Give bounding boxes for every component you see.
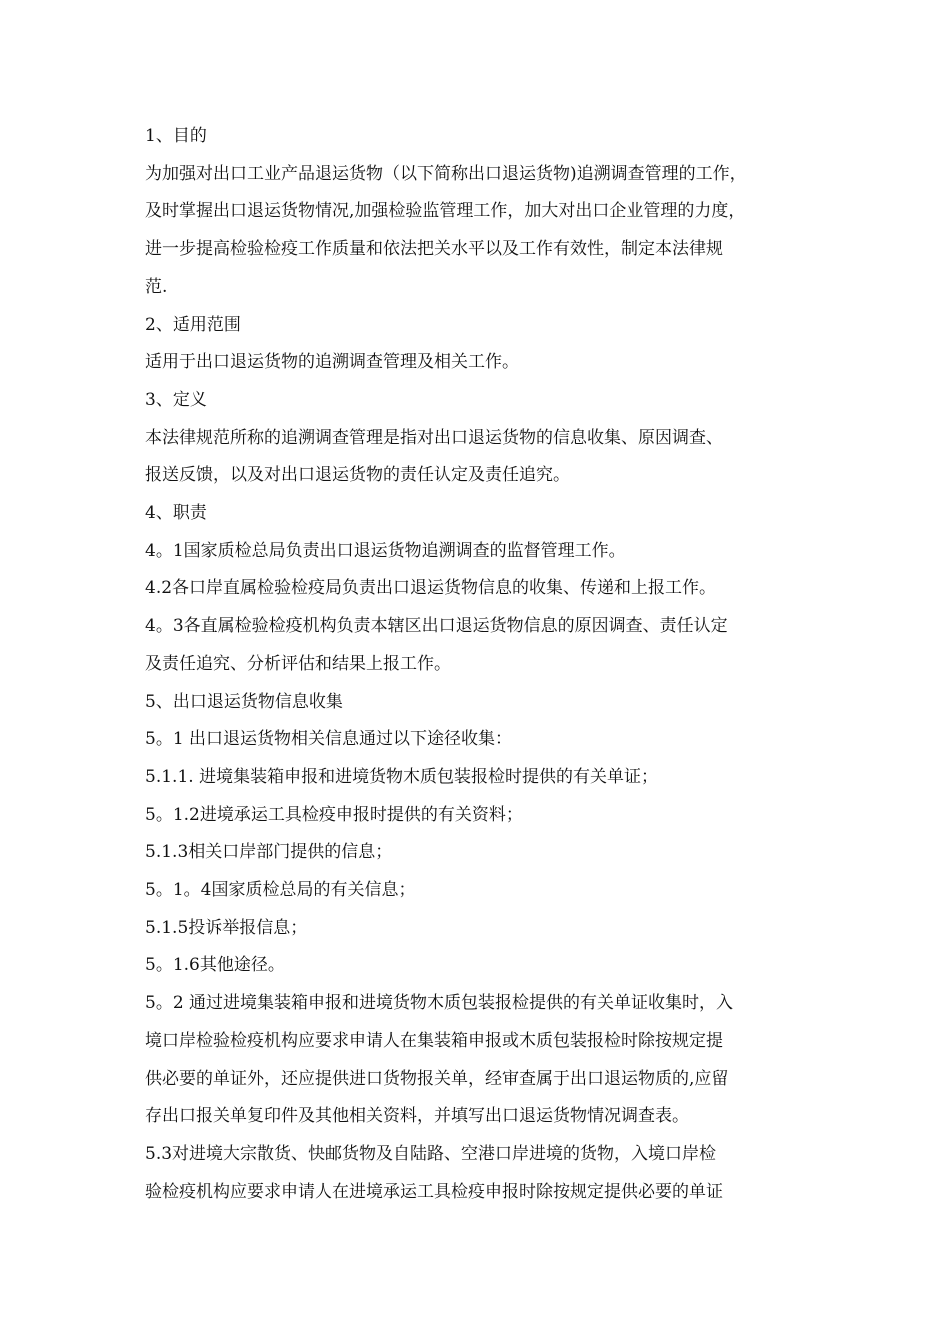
paragraph-line: 5.1.1. 进境集装箱申报和进境货物木质包装报检时提供的有关单证； [145, 766, 659, 787]
paragraph-line: 本法律规范所称的追溯调查管理是指对出口退运货物的信息收集、原因调查、 [145, 427, 723, 448]
document-body [145, 118, 815, 1211]
paragraph-line: 4。3各直属检验检疫机构负责本辖区出口退运货物信息的原因调查、责任认定 [145, 616, 728, 637]
section-heading: 2、适用范围 [145, 314, 241, 335]
paragraph-line: 4。1国家质检总局负责出口退运货物追溯调查的监督管理工作。 [145, 540, 626, 561]
paragraph-line: 5.1.5投诉举报信息； [145, 917, 308, 938]
paragraph-line: 5。1 出口退运货物相关信息通过以下途径收集： [145, 729, 513, 750]
paragraph-line: 验检疫机构应要求申请人在进境承运工具检疫申报时除按规定提供必要的单证 [145, 1181, 723, 1202]
paragraph-line: 5。1.2进境承运工具检疫申报时提供的有关资料； [145, 804, 523, 825]
paragraph-line: 存出口报关单复印件及其他相关资料，并填写出口退运货物情况调查表。 [145, 1106, 689, 1127]
section-heading: 3、定义 [145, 389, 207, 410]
section-heading: 4、职责 [145, 503, 207, 524]
paragraph-line: 5。1.6其他途径。 [145, 955, 285, 976]
paragraph-line: 5。1。4国家质检总局的有关信息； [145, 880, 416, 901]
section-heading: 1、目的 [145, 126, 207, 146]
paragraph-line: 供必要的单证外，还应提供进口货物报关单，经审查属于出口退运物质的,应留 [145, 1068, 729, 1089]
paragraph-line: 及责任追究、分析评估和结果上报工作。 [145, 653, 451, 674]
paragraph-line: 范. [145, 276, 168, 297]
paragraph-line: 5。2 通过进境集装箱申报和进境货物木质包装报检提供的有关单证收集时，入 [145, 993, 734, 1014]
section-heading: 5、出口退运货物信息收集 [145, 691, 343, 712]
paragraph-line: 5.3对进境大宗散货、快邮货物及自陆路、空港口岸进境的货物，入境口岸检 [145, 1143, 717, 1164]
paragraph-line: 适用于出口退运货物的追溯调查管理及相关工作。 [145, 352, 519, 373]
paragraph-line: 境口岸检验检疫机构应要求申请人在集装箱申报或木质包装报检时除按规定提 [145, 1030, 723, 1051]
paragraph-line: 4.2各口岸直属检验检疫局负责出口退运货物信息的收集、传递和上报工作。 [145, 578, 717, 599]
paragraph-line: 报送反馈，以及对出口退运货物的责任认定及责任追究。 [145, 465, 570, 486]
paragraph-line: 进一步提高检验检疫工作质量和依法把关水平以及工作有效性，制定本法律规 [145, 239, 723, 260]
paragraph-line: 为加强对出口工业产品退运货物（以下简称出口退运货物)追溯调查管理的工作， [145, 163, 747, 184]
paragraph-line: 及时掌握出口退运货物情况,加强检验监管理工作，加大对出口企业管理的力度， [145, 201, 746, 222]
paragraph-line: 5.1.3相关口岸部门提供的信息； [145, 842, 393, 863]
